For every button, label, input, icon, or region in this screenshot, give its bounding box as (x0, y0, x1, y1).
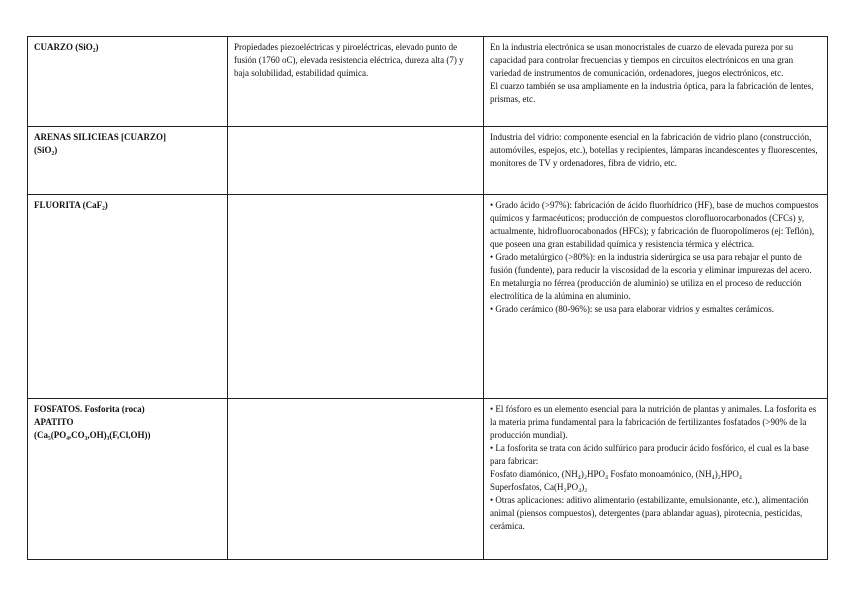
properties-text: Propiedades piezoeléctricas y piroeléctricas, elevado punto de fusión (1760 oC), elevada resistencia eléctrica, dureza alta (7) y baja solubilidad, estabilidad química. (234, 42, 464, 78)
mineral-name: FOSFATOS. Fosforita (roca) (34, 404, 145, 414)
uses-bullet: • Grado cerámico (80-96%): se usa para elaborar vidrios y esmaltes cerámicos. (490, 303, 821, 316)
mineral-name: APATITO (34, 417, 74, 427)
uses-paragraph: Industria del vidrio: componente esencial en la fabricación de vidrio plano (construcción, automóviles, espejos, etc.), botellas y recipientes, lámparas incandescentes y fluorescentes, monitores de TV y ordenadores, fibra de vidrio, etc. (490, 132, 818, 168)
uses-paragraph: Superfosfatos, Ca(H₂PO₄)₂ (490, 482, 588, 492)
uses-paragraph: El cuarzo también se usa ampliamente en la industria óptica, para la fabricación de lentes, prismas, etc. (490, 81, 814, 104)
uses-cell (484, 37, 828, 127)
table-row (28, 399, 828, 560)
uses-cell (484, 127, 828, 195)
table-row (28, 195, 828, 399)
mineral-cell (28, 399, 228, 560)
uses-paragraph: Fosfato diamónico, (NH₄)₂HPO₄ Fosfato monoamónico, (NH₄)₂HPO₄ (490, 469, 743, 479)
mineral-cell (28, 127, 228, 195)
uses-paragraph: En la industria electrónica se usan monocristales de cuarzo de elevada pureza por su capacidad para controlar frecuencias y tiempos en circuitos electrónicos en una gran variedad de instrumentos de comunicación, ordenadores, juegos electrónicos, etc. (490, 42, 794, 78)
mineral-name: CUARZO (SiO₂) (34, 42, 99, 52)
mineral-formula: (SiO₂) (34, 145, 58, 155)
uses-bullet: • Grado metalúrgico (>80%): en la industria siderúrgica se usa para rebajar el punto de fusión (fundente), para reducir la viscosidad de la escoria y eliminar impurezas del acero. En metalurgia no férrea (producción de aluminio) se utiliza en el proceso de reducción electrolítica de la alúmina en aluminio. (490, 251, 821, 303)
properties-cell (228, 195, 484, 399)
uses-bullet: • Otras aplicaciones: aditivo alimentario (estabilizante, emulsionante, etc.), alimentación animal (piensos compuestos), detergentes (para ablandar aguas), pirotecnia, pesticidas, cerámica. (490, 494, 821, 533)
table-row (28, 127, 828, 195)
mineral-name: ARENAS SILICIEAS [CUARZO] (34, 132, 167, 142)
table-row (28, 37, 828, 127)
mineral-formula: (Ca₅(PO₄,CO₃,OH)₃(F,Cl,OH)) (34, 430, 151, 440)
uses-cell (484, 399, 828, 560)
properties-cell (228, 399, 484, 560)
uses-bullet: • El fósforo es un elemento esencial para la nutrición de plantas y animales. La fosforita es la materia prima fundamental para la fabricación de fertilizantes fosfatados (>90% de la producción mundial). (490, 403, 821, 442)
properties-cell (228, 127, 484, 195)
mineral-cell (28, 195, 228, 399)
properties-cell (228, 37, 484, 127)
uses-bullet: • La fosforita se trata con ácido sulfúrico para producir ácido fosfórico, el cual es la base para fabricar: (490, 442, 821, 468)
mineral-cell (28, 37, 228, 127)
mineral-name: FLUORITA (CaF₂) (34, 200, 108, 210)
minerals-table (27, 36, 828, 560)
uses-cell (484, 195, 828, 399)
uses-bullet: • Grado ácido (>97%): fabricación de ácido fluorhídrico (HF), base de muchos compuestos químicos y farmacéuticos; producción de compuestos clorofluorocarbonados (CFCs) y, actualmente, hidrofluorocabonados (HFCs); y fabricación de fluoropolímeros (ej: Teflón), que poseen una gran estabilidad química y resistencia térmica y eléctrica. (490, 199, 821, 251)
